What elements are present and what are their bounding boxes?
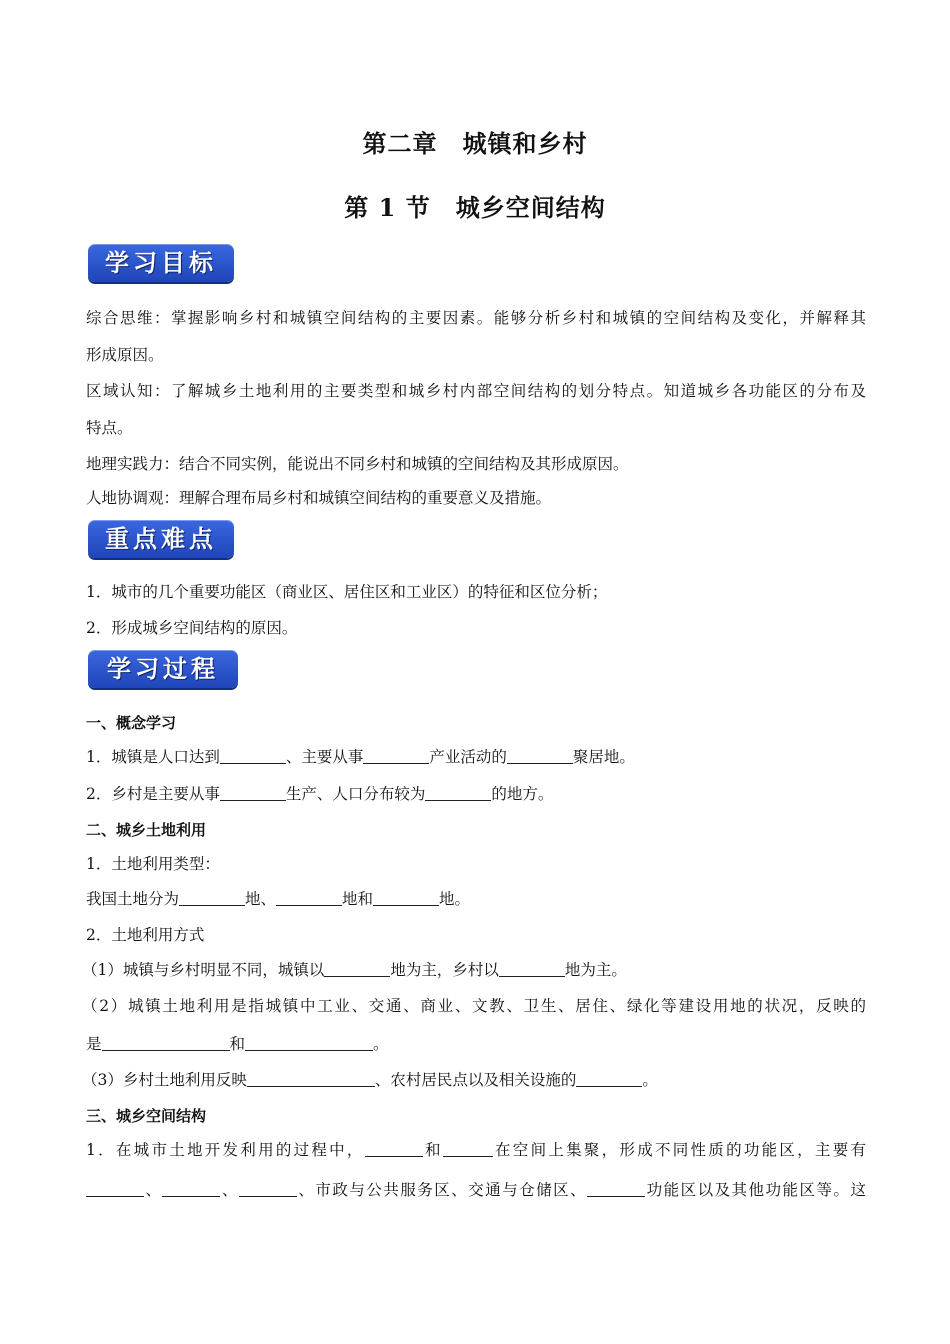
process-badge: 学习过程 [88,650,238,688]
objective-line-5: 地理实践力：结合不同实例，能说出不同乡村和城镇的空间结构及其形成原因。 [86,455,629,473]
answer-blank[interactable] [499,960,565,977]
question-text: 功能区以及其他功能区等。这 [645,1181,866,1199]
structure-line-2 [86,1180,866,1200]
land-types-question [86,889,866,909]
answer-blank[interactable] [373,889,439,906]
question-text: 、农村居民点以及相关设施的 [374,1071,577,1089]
section-title: 第 1 节 城乡空间结构 [344,193,606,222]
answer-blank[interactable] [276,889,342,906]
question-text: 和 [229,1035,246,1053]
answer-blank[interactable] [365,1140,423,1157]
answer-blank[interactable] [220,747,286,764]
question-text: 产业活动的 [429,748,507,766]
key-point-1: 1．城市的几个重要功能区（商业区、居住区和工业区）的特征和区位分析； [86,583,608,601]
answer-blank[interactable] [587,1180,645,1197]
question-text: 是 [86,1035,102,1053]
question-text: 。 [642,1071,658,1089]
question-text: 1．在城市土地开发利用的过程中， [86,1141,365,1159]
question-text: 2．乡村是主要从事 [86,785,220,803]
question-text: 地、 [245,890,277,908]
question-text: 我国土地分为 [86,890,180,908]
answer-blank[interactable] [507,747,573,764]
answer-blank[interactable] [245,1034,373,1051]
section-heading-3: 三、城乡空间结构 [86,1107,207,1125]
answer-blank[interactable] [179,889,245,906]
question-text: 1．城镇是人口达到 [86,748,220,766]
objectives-badge: 学习目标 [88,244,234,282]
answer-blank[interactable] [324,960,390,977]
answer-blank[interactable] [443,1140,493,1157]
key-point-2: 2．形成城乡空间结构的原因。 [86,619,298,637]
question-p2: （2）城镇土地利用是指城镇中工业、交通、商业、文教、卫生、居住、绿化等建设用地的状况，反映的 [82,997,866,1015]
answer-blank[interactable] [363,747,429,764]
key-points-badge: 重点难点 [88,520,234,558]
answer-blank[interactable] [239,1180,297,1197]
subheading-land-use-methods: 2．土地利用方式 [86,926,205,944]
question-text: 地为主。 [564,961,627,979]
answer-blank[interactable] [102,1034,230,1051]
chapter-title: 第二章 城镇和乡村 [362,129,588,158]
question-text: 、主要从事 [285,748,364,766]
question-text: 的地方。 [491,785,554,803]
answer-blank[interactable] [247,1070,375,1087]
answer-blank[interactable] [162,1180,220,1197]
question-text: 在空间上集聚，形成不同性质的功能区，主要有 [492,1141,866,1159]
question-text: 地为主，乡村以 [390,961,499,979]
objective-line-2: 形成原因。 [86,346,164,364]
objective-line-3: 区域认知：了解城乡土地利用的主要类型和城乡村内部空间结构的划分特点。知道城乡各功能区的分布及 [86,382,866,400]
section-heading-2: 二、城乡土地利用 [86,821,207,839]
question-1 [86,747,866,767]
answer-blank[interactable] [220,784,286,801]
question-text: （3）乡村土地利用反映 [82,1071,247,1089]
question-p1 [82,960,862,980]
answer-blank[interactable] [425,784,491,801]
question-text: 聚居地。 [572,748,635,766]
objective-line-4: 特点。 [86,419,133,437]
question-text: 地。 [439,890,471,908]
objective-line-6: 人地协调观：理解合理布局乡村和城镇空间结构的重要意义及措施。 [86,489,552,507]
answer-blank[interactable] [576,1070,642,1087]
question-text: 地和 [342,890,374,908]
question-2 [86,784,866,804]
subheading-land-use-types: 1．土地利用类型： [86,855,220,873]
section-heading-1: 一、概念学习 [86,714,177,732]
question-text: 。 [373,1035,389,1053]
question-text: 、市政与公共服务区、交通与仓储区、 [296,1181,588,1199]
question-p3 [82,1070,862,1090]
objective-line-1: 综合思维：掌握影响乡村和城镇空间结构的主要因素。能够分析乡村和城镇的空间结构及变化，并解释其 [86,309,866,327]
structure-line-1 [86,1140,866,1160]
answer-blank[interactable] [86,1180,144,1197]
question-text: 生产、人口分布较为 [285,785,426,803]
question-text: 和 [422,1141,443,1159]
question-p2-continued [86,1034,866,1054]
question-text: （1）城镇与乡村明显不同，城镇以 [82,961,325,979]
question-text: 、 [144,1181,163,1199]
question-text: 、 [220,1181,239,1199]
